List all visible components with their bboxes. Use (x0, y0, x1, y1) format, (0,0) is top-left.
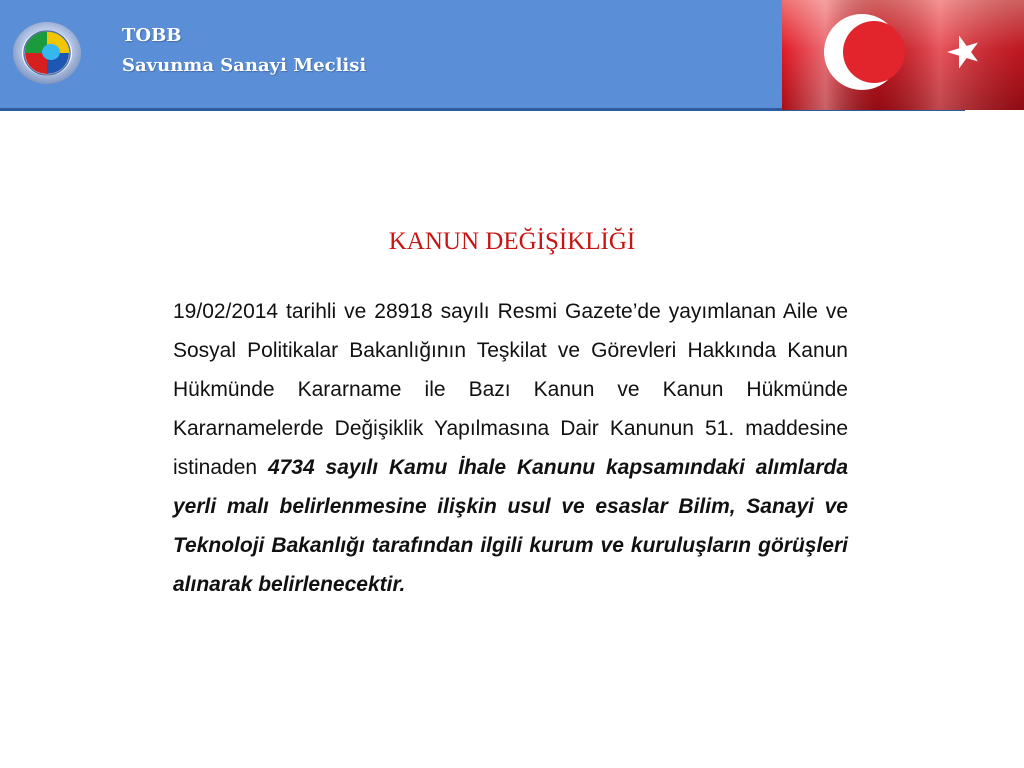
body-paragraph (173, 292, 848, 604)
org-subname: Savunma Sanayi Meclisi (122, 55, 367, 76)
page-title: KANUN DEĞİŞİKLİĞİ (388, 228, 636, 255)
tobb-logo-icon (12, 21, 82, 85)
org-name: TOBB (122, 25, 182, 46)
header (0, 0, 1024, 112)
turkish-flag-icon (782, 0, 1024, 110)
body-intro-text: 19/02/2014 tarihli ve 28918 sayılı Resmi Gazete’de yayımlanan Aile ve Sosyal Politikalar Bakanlığının Teşkilat ve Görevleri Hakkında Kanun Hükmünde Kararname ile Bazı Kanun ve Kanun Hükmünde Kararnamelerde Değişiklik Yapılmasına Dair Kanunun 51. maddesine istinaden (173, 300, 848, 479)
header-band (0, 0, 782, 110)
body-emphasis-text: 4734 sayılı Kamu İhale Kanunu kapsamındaki alımlarda yerli malı belirlenmesine ilişkin usul ve esaslar Bilim, Sanayi ve Teknoloji Bakanlığı tarafından ilgili kurum ve kuruluşların görüşleri alınarak belirlenecektir. (173, 456, 848, 596)
